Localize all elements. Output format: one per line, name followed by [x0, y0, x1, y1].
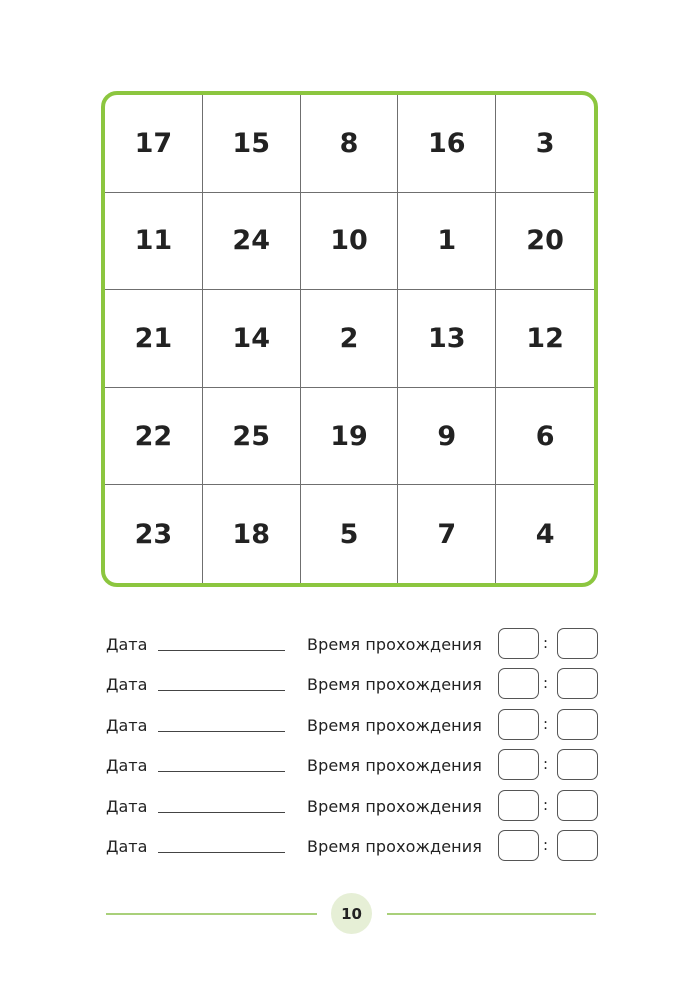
seconds-box[interactable] — [557, 830, 598, 861]
date-label: Дата — [106, 796, 148, 816]
time-label: Время прохождения — [307, 796, 482, 816]
time-separator: : — [543, 634, 549, 652]
time-separator: : — [543, 755, 549, 774]
seconds-box[interactable] — [557, 749, 598, 780]
date-label: Дата — [106, 675, 148, 695]
grid-cell: 9 — [398, 388, 496, 486]
grid-cell: 18 — [203, 485, 301, 583]
grid-cell: 16 — [398, 95, 496, 193]
seconds-box[interactable] — [557, 709, 598, 740]
grid-cell: 5 — [301, 485, 399, 583]
seconds-box[interactable] — [557, 790, 598, 821]
footer-divider-right — [387, 913, 596, 915]
grid-cell: 21 — [105, 290, 203, 388]
log-row — [106, 709, 598, 749]
minutes-box[interactable] — [498, 790, 539, 821]
grid-cell: 15 — [203, 95, 301, 193]
footer-divider-left — [106, 913, 317, 915]
date-input-line[interactable] — [158, 690, 285, 691]
minutes-box[interactable] — [498, 709, 539, 740]
grid-cell: 8 — [301, 95, 399, 193]
grid-cell: 10 — [301, 193, 399, 291]
grid-cell: 19 — [301, 388, 399, 486]
time-label: Время прохождения — [307, 635, 482, 654]
log-row — [106, 749, 598, 789]
time-separator: : — [543, 835, 549, 854]
page-number: 10 — [341, 904, 362, 923]
number-grid — [105, 95, 594, 583]
log-row — [106, 830, 598, 870]
time-separator: : — [543, 674, 549, 693]
grid-cell: 6 — [496, 388, 594, 486]
time-label: Время прохождения — [307, 675, 482, 695]
time-label: Время прохождения — [307, 756, 482, 776]
grid-cell: 20 — [496, 193, 594, 291]
date-label: Дата — [106, 836, 148, 856]
time-separator: : — [543, 795, 549, 814]
minutes-box[interactable] — [498, 749, 539, 780]
grid-cell: 11 — [105, 193, 203, 291]
grid-cell: 1 — [398, 193, 496, 291]
grid-cell: 25 — [203, 388, 301, 486]
grid-cell: 24 — [203, 193, 301, 291]
grid-cell: 22 — [105, 388, 203, 486]
time-log — [106, 628, 598, 870]
date-input-line[interactable] — [158, 812, 285, 813]
grid-cell: 23 — [105, 485, 203, 583]
date-label: Дата — [106, 756, 148, 776]
time-label: Время прохождения — [307, 836, 482, 856]
log-row — [106, 790, 598, 830]
grid-cell: 12 — [496, 290, 594, 388]
minutes-box[interactable] — [498, 668, 539, 699]
date-label: Дата — [106, 635, 148, 654]
grid-cell: 13 — [398, 290, 496, 388]
grid-cell: 7 — [398, 485, 496, 583]
grid-cell: 14 — [203, 290, 301, 388]
time-separator: : — [543, 714, 549, 733]
log-row — [106, 628, 598, 668]
grid-cell: 17 — [105, 95, 203, 193]
date-input-line[interactable] — [158, 852, 285, 853]
number-grid-frame — [101, 91, 598, 587]
date-input-line[interactable] — [158, 771, 285, 772]
seconds-box[interactable] — [557, 668, 598, 699]
grid-cell: 4 — [535, 518, 555, 550]
seconds-box[interactable] — [557, 628, 598, 659]
date-input-line[interactable] — [158, 731, 285, 732]
date-input-line[interactable] — [158, 650, 285, 651]
grid-cell: 2 — [301, 290, 399, 388]
grid-cell: 3 — [496, 95, 594, 193]
date-label: Дата — [106, 715, 148, 735]
time-label: Время прохождения — [307, 715, 482, 735]
minutes-box[interactable] — [498, 830, 539, 861]
page-number-badge — [331, 893, 372, 934]
log-row — [106, 668, 598, 708]
minutes-box[interactable] — [498, 628, 539, 659]
